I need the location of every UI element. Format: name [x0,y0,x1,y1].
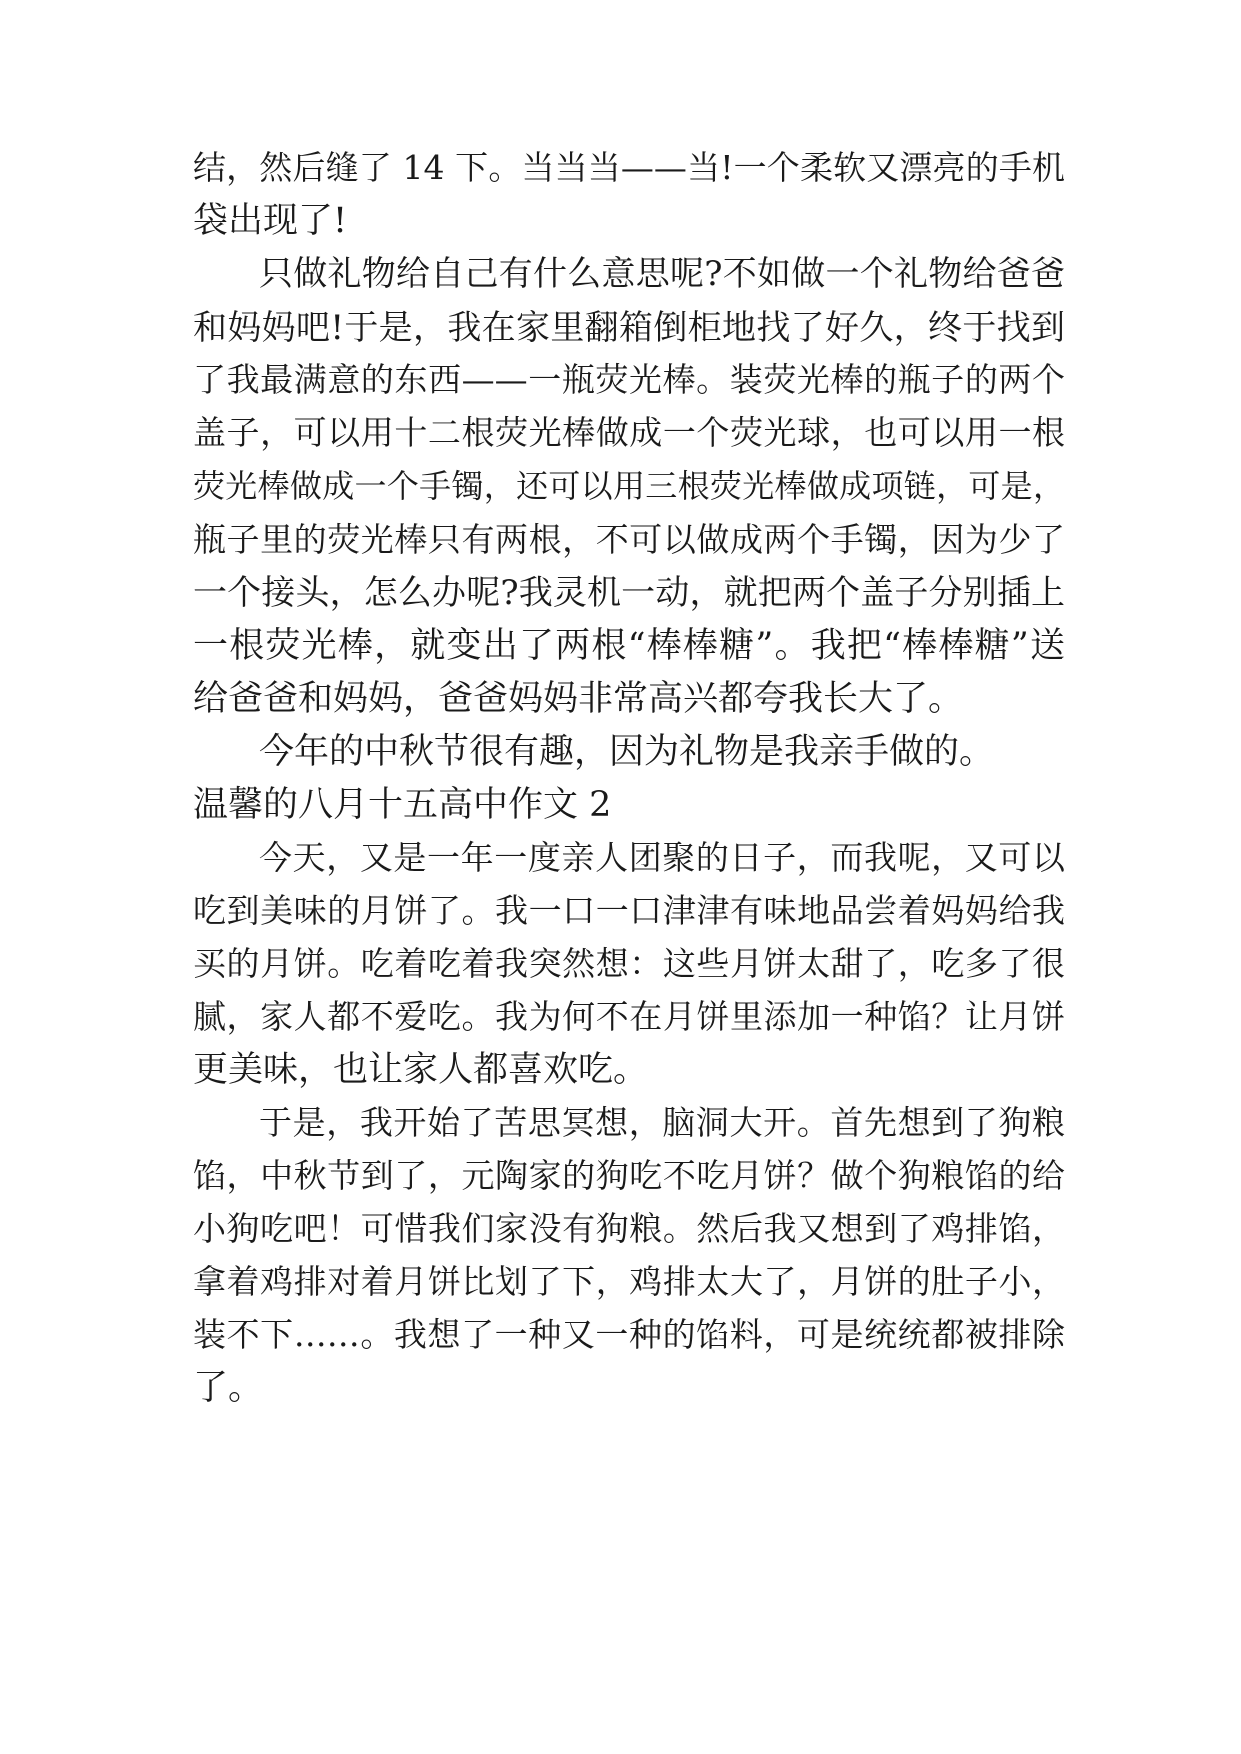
paragraph-first-line: 只做礼物给自己有什么意思呢?不如做一个礼物给爸爸 [259,254,1065,294]
paragraph-first-line: 今年的中秋节很有趣，因为礼物是我亲手做的。 [259,732,995,772]
text-line: 袋出现了! [193,201,348,241]
text-line: 买的月饼。吃着吃着我突然想：这些月饼太甜了，吃多了很 [193,944,1065,983]
text-line: 给爸爸和妈妈，爸爸妈妈非常高兴都夸我长大了。 [193,679,964,719]
paragraph-first-line: 于是，我开始了苦思冥想，脑洞大开。首先想到了狗粮 [259,1103,1065,1142]
text-line: 一根荧光棒，就变出了两根“棒棒糖”。我把“棒棒糖”送 [193,626,1065,666]
section-heading: 温馨的八月十五高中作文 2 [193,785,612,825]
text-line: 荧光棒做成一个手镯，还可以用三根荧光棒做成项链，可是， [193,467,1065,505]
text-line: 了。 [193,1368,264,1408]
text-line: 小狗吃吧！可惜我们家没有狗粮。然后我又想到了鸡排馅， [193,1209,1065,1248]
text-line: 盖子，可以用十二根荧光棒做成一个荧光球，也可以用一根 [193,413,1065,452]
paragraph-first-line: 今天，又是一年一度亲人团聚的日子，而我呢，又可以 [259,838,1065,877]
text-line: 拿着鸡排对着月饼比划了下，鸡排太大了，月饼的肚子小， [193,1262,1065,1301]
text-line: 腻，家人都不爱吃。我为何不在月饼里添加一种馅？让月饼 [193,997,1065,1036]
text-line: 瓶子里的荧光棒只有两根，不可以做成两个手镯，因为少了 [193,520,1065,559]
text-line: 一个接头，怎么办呢?我灵机一动，就把两个盖子分别插上 [193,573,1065,613]
text-line: 结，然后缝了 14 下。当当当——当!一个柔软又漂亮的手机 [193,148,1065,187]
text-line: 装不下……。我想了一种又一种的馅料，可是统统都被排除 [193,1315,1065,1354]
text-line: 了我最满意的东西——一瓶荧光棒。装荧光棒的瓶子的两个 [193,360,1065,399]
text-line: 和妈妈吧!于是，我在家里翻箱倒柜地找了好久，终于找到 [193,308,1065,348]
text-line: 吃到美味的月饼了。我一口一口津津有味地品尝着妈妈给我 [193,891,1065,930]
text-line: 更美味，也让家人都喜欢吃。 [193,1050,649,1090]
text-line: 馅，中秋节到了，元陶家的狗吃不吃月饼？做个狗粮馅的给 [193,1156,1065,1195]
